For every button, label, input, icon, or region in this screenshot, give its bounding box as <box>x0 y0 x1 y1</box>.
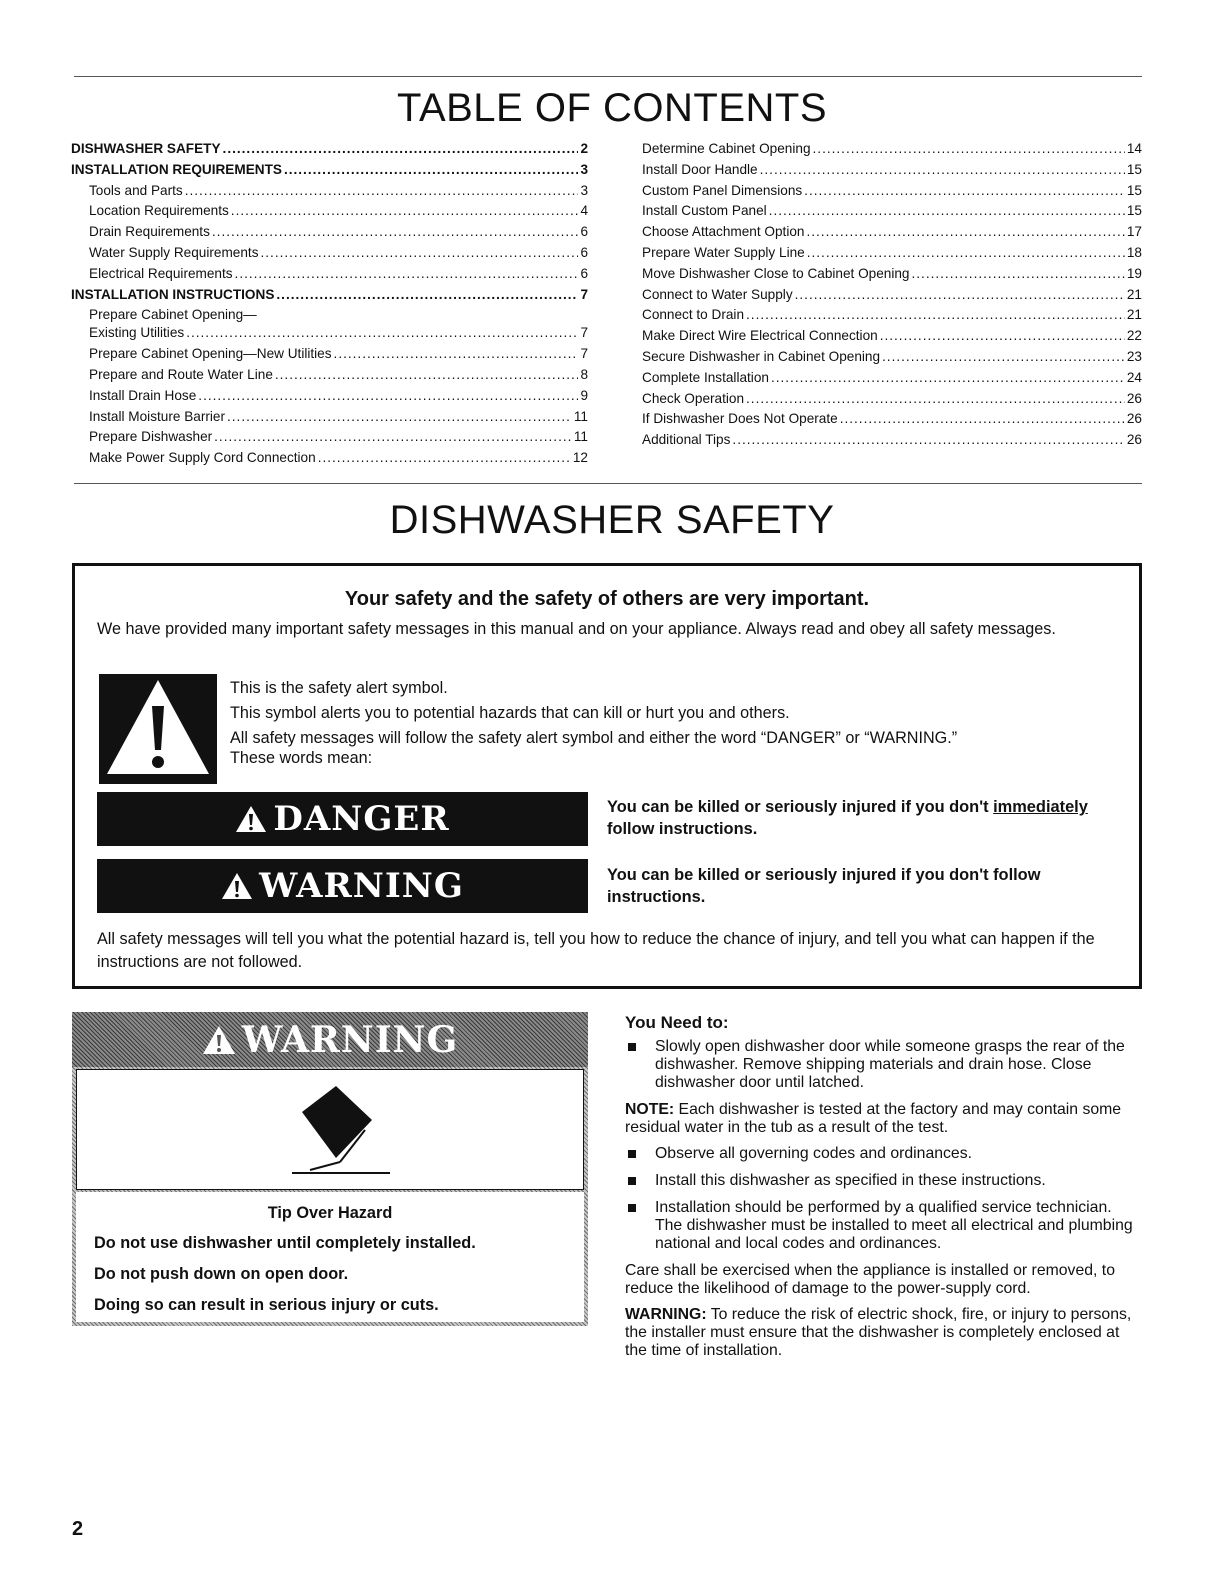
toc-entry[interactable] <box>642 203 1142 224</box>
toc-leader <box>746 391 1125 406</box>
tip-over-warning-label: WARNING <box>241 1018 459 1061</box>
toc-entry-label: Choose Attachment Option <box>642 224 805 240</box>
top-rule <box>74 76 1142 77</box>
toc-entry-page: 23 <box>1126 348 1142 364</box>
toc-leader <box>840 411 1125 426</box>
list-item: Slowly open dishwasher door while someone grasps the rear of the dishwasher. Remove shipping materials and drain hose. Close dishwasher door until latched. <box>625 1038 1140 1092</box>
safety-alert-icon <box>99 674 217 784</box>
toc-entry-page: 11 <box>573 429 588 445</box>
toc-entry-page: 7 <box>580 325 588 341</box>
bullet-icon <box>628 1150 636 1158</box>
toc-leader <box>231 203 579 218</box>
toc-leader <box>284 162 578 177</box>
toc-leader <box>795 287 1125 302</box>
toc-entry-label: Determine Cabinet Opening <box>642 141 811 156</box>
toc-entry-label: Make Direct Wire Electrical Connection <box>642 328 878 344</box>
toc-entry[interactable] <box>71 287 588 308</box>
toc-leader <box>185 183 579 198</box>
toc-leader <box>276 287 578 302</box>
toc-leader <box>235 266 579 281</box>
toc-entry-label: Additional Tips <box>642 432 731 448</box>
you-need-to-heading: You Need to: <box>625 1013 729 1032</box>
toc-entry-label: Prepare Cabinet Opening— <box>89 307 257 323</box>
toc-entry[interactable] <box>71 367 588 388</box>
list-item: Observe all governing codes and ordinances. <box>625 1145 1140 1163</box>
toc-entry-page: 26 <box>1126 411 1142 427</box>
toc-entry[interactable] <box>642 183 1142 204</box>
toc-entry[interactable] <box>642 349 1142 370</box>
toc-entry-page: 21 <box>1126 286 1142 302</box>
toc-leader <box>334 346 579 361</box>
toc-entry-page: 3 <box>580 182 588 198</box>
alert-line: This symbol alerts you to potential hazards that can kill or hurt you and others. <box>230 704 790 722</box>
warning-triangle-icon <box>221 872 253 900</box>
tip-over-line: Doing so can result in serious injury or cuts. <box>94 1296 439 1314</box>
toc-entry[interactable] <box>642 224 1142 245</box>
toc-right-column <box>642 141 1142 453</box>
list-item: Installation should be performed by a qualified service technician. The dishwasher must be installed to meet all electrical and plumbing national and local codes and ordinances. <box>625 1199 1140 1253</box>
warning-text: You can be killed or seriously injured if you don't follow instructions. <box>607 866 1041 906</box>
toc-entry-label: Prepare Cabinet Opening—New Utilities <box>89 346 332 362</box>
toc-entry-page: 3 <box>580 161 588 177</box>
tip-over-pictogram <box>76 1069 584 1190</box>
list-item: Install this dishwasher as specified in these instructions. <box>625 1172 1140 1190</box>
toc-entry[interactable] <box>71 307 588 346</box>
toc-entry-label: DISHWASHER SAFETY <box>71 141 221 156</box>
toc-entry-label: Complete Installation <box>642 369 769 385</box>
toc-entry-label: Custom Panel Dimensions <box>642 182 803 198</box>
toc-entry[interactable] <box>642 411 1142 432</box>
care-paragraph: Care shall be exercised when the appliance is installed or removed, to reduce the likelihood of damage to the power-supply cord. <box>625 1262 1115 1297</box>
bullet-icon <box>628 1204 636 1212</box>
toc-title: TABLE OF CONTENTS <box>396 86 828 130</box>
toc-leader <box>318 450 571 465</box>
warning-paragraph: WARNING: To reduce the risk of electric shock, fire, or injury to persons, the installer must ensure that the dishwasher is completely enclosed at the time of installation. <box>625 1306 1132 1359</box>
toc-entry-label: Existing Utilities <box>89 325 185 341</box>
toc-leader <box>746 307 1125 322</box>
toc-leader <box>261 245 579 260</box>
safety-intro: We have provided many important safety messages in this manual and on your appliance. Always read and obey all safety messages. <box>97 620 1056 638</box>
toc-entry-page: 6 <box>580 224 588 240</box>
toc-entry-label: Secure Dishwasher in Cabinet Opening <box>642 348 881 364</box>
toc-entry-page: 26 <box>1126 390 1142 406</box>
toc-entry-page: 4 <box>580 203 588 219</box>
toc-entry[interactable] <box>642 432 1142 453</box>
toc-entry[interactable] <box>71 141 588 162</box>
toc-leader <box>806 224 1124 239</box>
alert-description <box>230 679 957 774</box>
toc-entry[interactable] <box>642 266 1142 287</box>
toc-leader <box>813 141 1125 156</box>
alert-line: These words mean: <box>230 749 373 767</box>
toc-entry-label: Tools and Parts <box>89 182 183 198</box>
page-number: 2 <box>72 1518 84 1540</box>
toc-entry[interactable] <box>71 429 588 450</box>
toc-entry[interactable] <box>642 391 1142 412</box>
toc-leader <box>223 141 579 156</box>
alert-line: This is the safety alert symbol. <box>230 679 448 697</box>
toc-left-column <box>71 141 588 471</box>
toc-entry[interactable] <box>71 245 588 266</box>
toc-leader <box>275 367 579 382</box>
toc-leader <box>911 266 1124 281</box>
toc-leader <box>760 162 1125 177</box>
safety-box <box>72 563 1142 989</box>
toc-entry-label: Check Operation <box>642 390 745 406</box>
toc-entry-label: Connect to Water Supply <box>642 286 793 302</box>
toc-entry[interactable] <box>71 409 588 430</box>
tip-over-hazard-title: Tip Over Hazard <box>267 1204 393 1222</box>
toc-leader <box>807 245 1125 260</box>
section-rule <box>74 483 1142 484</box>
toc-entry-page: 15 <box>1126 182 1142 198</box>
toc-entry-label: Connect to Drain <box>642 307 745 323</box>
bullet-icon <box>628 1043 636 1051</box>
toc-entry-page: 11 <box>573 408 588 424</box>
toc-entry[interactable] <box>71 266 588 287</box>
tip-over-icon <box>282 1080 392 1180</box>
toc-entry-page: 18 <box>1126 244 1142 260</box>
toc-entry-label: Make Power Supply Cord Connection <box>89 450 316 466</box>
toc-leader <box>882 349 1125 364</box>
toc-entry[interactable] <box>642 287 1142 308</box>
toc-entry[interactable] <box>642 141 1142 162</box>
toc-entry[interactable] <box>71 346 588 367</box>
toc-entry-label: Prepare Dishwasher <box>89 429 213 445</box>
toc-entry-page: 15 <box>1126 203 1142 219</box>
toc-entry-label: Electrical Requirements <box>89 265 233 281</box>
toc-leader <box>771 370 1125 385</box>
tip-over-line: Do not push down on open door. <box>94 1265 349 1283</box>
tip-over-text <box>76 1192 584 1322</box>
note-paragraph: NOTE: Each dishwasher is tested at the factory and may contain some residual water in the tub as a result of the test. <box>625 1101 1122 1136</box>
toc-entry-label: INSTALLATION INSTRUCTIONS <box>71 286 275 302</box>
toc-entry-label: Install Custom Panel <box>642 203 767 219</box>
toc-entry[interactable] <box>642 328 1142 349</box>
safety-title: DISHWASHER SAFETY <box>389 498 835 542</box>
toc-leader <box>732 432 1124 447</box>
toc-leader <box>880 328 1125 343</box>
toc-entry-page: 7 <box>580 286 588 302</box>
tip-over-warning-box <box>72 1012 588 1326</box>
warning-label: WARNING <box>259 866 464 906</box>
toc-entry-label: Install Door Handle <box>642 161 758 177</box>
toc-entry[interactable] <box>71 388 588 409</box>
warning-triangle-icon <box>202 1025 236 1055</box>
toc-entry-label: Prepare and Route Water Line <box>89 366 273 382</box>
toc-entry-page: 19 <box>1126 265 1142 281</box>
toc-leader <box>227 409 572 424</box>
toc-entry[interactable] <box>642 370 1142 391</box>
danger-text: You can be killed or seriously injured if you don't immediately follow instructions. <box>607 798 1088 838</box>
toc-entry-page: 2 <box>580 141 588 156</box>
toc-entry-page: 14 <box>1126 141 1142 156</box>
toc-entry-page: 7 <box>580 346 588 362</box>
toc-entry-page: 26 <box>1126 432 1142 448</box>
toc-entry[interactable] <box>71 162 588 183</box>
toc-entry-page: 12 <box>572 450 588 466</box>
toc-entry[interactable] <box>71 183 588 204</box>
alert-line: All safety messages will follow the safety alert symbol and either the word “DANGER” or “WARNING.” <box>230 729 958 747</box>
toc-entry-label: Water Supply Requirements <box>89 244 259 260</box>
toc-leader <box>198 388 578 403</box>
toc-entry-label: Location Requirements <box>89 203 229 219</box>
safety-headline: Your safety and the safety of others are very important. <box>344 588 870 610</box>
toc-entry-label: Prepare Water Supply Line <box>642 244 805 260</box>
toc-entry-page: 8 <box>580 366 588 382</box>
warning-triangle-icon <box>235 805 267 833</box>
toc-entry-label: Install Drain Hose <box>89 387 197 403</box>
toc-leader <box>212 224 579 239</box>
tip-over-line: Do not use dishwasher until completely installed. <box>94 1234 476 1252</box>
toc-entry-page: 17 <box>1126 224 1142 240</box>
danger-label: DANGER <box>273 799 450 839</box>
toc-entry-page: 24 <box>1126 369 1142 385</box>
danger-bar <box>97 792 588 846</box>
toc-leader <box>214 429 572 444</box>
warning-bar <box>97 859 588 913</box>
toc-entry-page: 6 <box>580 244 588 260</box>
toc-leader <box>804 183 1125 198</box>
toc-entry-page: 15 <box>1126 161 1142 177</box>
toc-entry-page: 22 <box>1126 328 1142 344</box>
danger-emphasis: immediately <box>993 798 1088 816</box>
toc-leader <box>769 203 1125 218</box>
toc-entry-label: Move Dishwasher Close to Cabinet Opening <box>642 265 910 281</box>
toc-entry-label: INSTALLATION REQUIREMENTS <box>71 161 282 177</box>
toc-entry-page: 9 <box>580 387 588 403</box>
safety-outro: All safety messages will tell you what the potential hazard is, tell you how to reduce the chance of injury, and tell you what can happen if the instructions are not followed. <box>97 930 1095 971</box>
toc-entry[interactable] <box>71 224 588 245</box>
toc-entry-label: If Dishwasher Does Not Operate <box>642 411 838 427</box>
toc-entry[interactable] <box>642 245 1142 266</box>
you-need-to-section <box>625 1014 1140 1368</box>
bullet-icon <box>628 1177 636 1185</box>
toc-entry-label: Drain Requirements <box>89 224 210 240</box>
toc-entry[interactable] <box>71 203 588 224</box>
tip-over-warning-header <box>72 1012 588 1067</box>
toc-leader <box>186 325 578 340</box>
toc-entry[interactable] <box>71 450 588 471</box>
toc-entry-page: 21 <box>1126 307 1142 323</box>
toc-entry[interactable] <box>642 162 1142 183</box>
toc-entry-page: 6 <box>580 265 588 281</box>
toc-entry-label: Install Moisture Barrier <box>89 408 225 424</box>
toc-entry[interactable] <box>642 307 1142 328</box>
